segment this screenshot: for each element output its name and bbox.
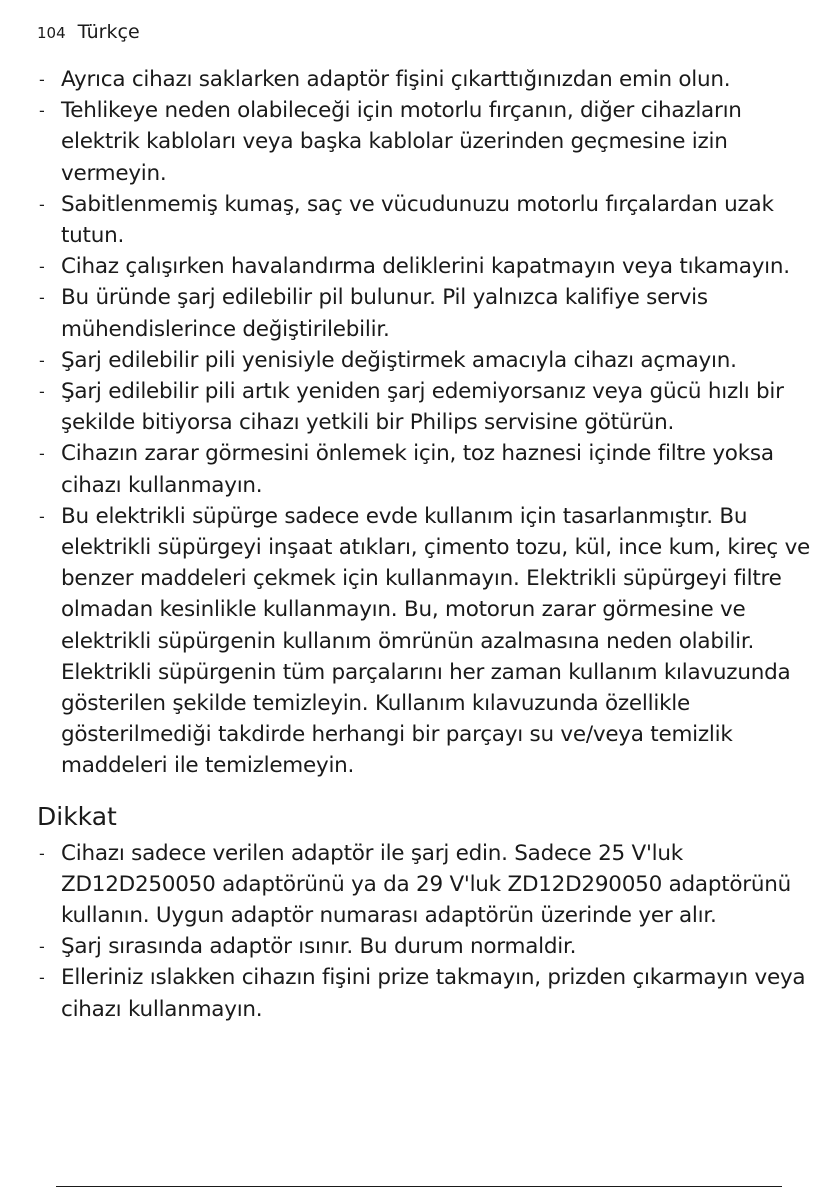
bullet-dash: - [39,444,45,464]
list-item [37,345,817,376]
bullet-dash: - [39,968,45,988]
list-item-text: Sabitlenmemiş kumaş, saç ve vücudunuzu motorlu fırçalardan uzak tutun. [61,191,774,249]
list-item-text: Bu üründe şarj edilebilir pil bulunur. Pil yalnızca kalifiye servis mühendislerince değiştirilebilir. [61,285,708,342]
section-heading-caution: Dikkat [37,801,117,831]
page-number: 104 [37,24,66,42]
list-item [37,95,817,189]
list-item-text: Cihazı sadece verilen adaptör ile şarj edin. Sadece 25 V'luk ZD12D250050 adaptörünü ya da 29 V'luk ZD12D290050 adaptörünü kullanın. Uygun adaptör numarası adaptörün üzerinde yer alır. [61,840,792,929]
bullet-dash: - [39,257,45,277]
list-item-text: Şarj edilebilir pili yenisiyle değiştirmek amacıyla cihazı açmayın. [61,347,737,373]
bullet-dash: - [39,194,45,214]
list-item-text: Cihaz çalışırken havalandırma deliklerini kapatmayın veya tıkamayın. [61,254,790,280]
page-content [37,64,817,1025]
list-item-text: Ayrıca cihazı saklarken adaptör fişini çıkarttığınızdan emin olun. [61,67,731,92]
footer-divider [56,1186,782,1187]
list-item [37,838,817,932]
list-item [37,962,817,1024]
list-item [37,189,817,251]
bullet-dash: - [39,382,45,402]
list-item [37,931,817,962]
bullet-dash: - [39,70,45,89]
list-item [37,282,817,344]
list-item [37,501,817,782]
safety-list [37,64,817,782]
caution-list [37,838,817,1025]
bullet-dash: - [39,843,45,863]
list-item-text: Tehlikeye neden olabileceği için motorlu fırçanın, diğer cihazların elektrik kabloları veya başka kablolar üzerinden geçmesine izin vermeyin. [61,98,742,186]
list-item-text: Şarj edilebilir pili artık yeniden şarj edemiyorsanız veya gücü hızlı bir şekilde bitiyorsa cihazı yetkili bir Philips servisine götürün. [61,379,784,436]
language-label: Türkçe [77,21,140,43]
bullet-dash: - [39,350,45,370]
bullet-dash: - [39,101,45,121]
list-item-text: Elleriniz ıslakken cihazın fişini prize takmayın, prizden çıkarmayın veya cihazı kullanmayın. [61,965,806,1022]
list-item [37,438,817,500]
bullet-dash: - [39,937,45,957]
list-item [37,376,817,438]
list-item [37,251,817,282]
list-item [37,64,817,95]
list-item-text: Cihazın zarar görmesini önlemek için, toz haznesi içinde filtre yoksa cihazı kullanmayın. [61,441,774,498]
bullet-dash: - [39,288,45,308]
list-item-text: Şarj sırasında adaptör ısınır. Bu durum normaldir. [61,934,577,960]
page-header [37,21,140,43]
list-item-text: Bu elektrikli süpürge sadece evde kullanım için tasarlanmıştır. Bu elektrikli süpürgeyi inşaat atıkları, çimento tozu, kül, ince kum, kireç ve benzer maddeleri çekmek için kullanmayın. Elektrikli süpürgeyi filtre olmadan kesinlikle kullanmayın. Bu, motorun zarar görmesine ve elektrikli süpürgenin kullanım ömrünün azalmasına neden olabilir. Elektrikli süpürgenin tüm parçalarını her zaman kullanım kılavuzunda gösterilen şekilde temizleyin. Kullanım kılavuzunda özellikle gösterilmediği takdirde herhangi bir parçayı su ve/veya temizlik maddeleri ile temizlemeyin. [61,503,811,779]
bullet-dash: - [39,506,45,526]
